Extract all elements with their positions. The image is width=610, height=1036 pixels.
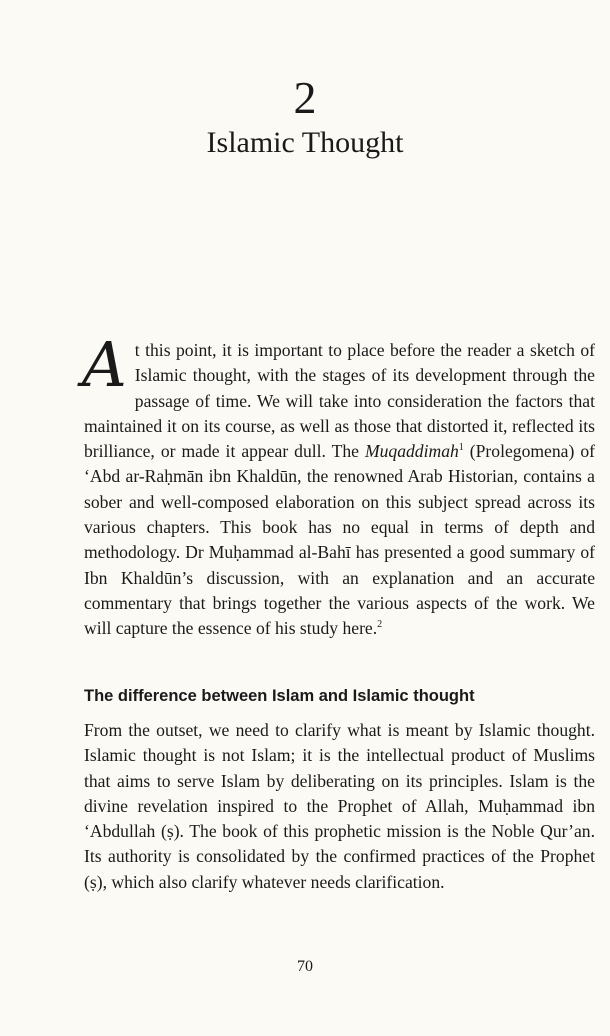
paragraph-text-part-b: (Prolegomena) of ‘Abd ar-Raḥmān ibn Khaldūn, the renowned Arab Historian, contains a sober and well-composed elaboration on this subject spread across its various chapters. This book has no equal in terms of depth and methodology. Dr Muḥammad al-Bahī has presented a good summary of Ibn Khaldūn’s discussion, with an explanation and an accurate commentary that brings together the various aspects of the work. We will capture the essence of his study here. xyxy=(84,441,595,639)
footnote-ref-1[interactable]: 1 xyxy=(458,442,464,454)
page-number: 70 xyxy=(297,958,313,975)
paragraph-text-part-a: t this point, it is important to place before the reader a sketch of Islamic thought, with the stages of its development through the passage of time. We will take into consideration the factors that maintained it on its course, as well as those that distorted it, reflected its brilliance, or made it appear dull. The xyxy=(84,340,595,462)
footnote-ref-2[interactable]: 2 xyxy=(377,619,383,631)
second-paragraph xyxy=(84,718,595,895)
opening-paragraph xyxy=(82,328,595,642)
section-heading: The difference between Islam and Islamic thought xyxy=(84,687,475,705)
chapter-number: 2 xyxy=(293,72,317,123)
chapter-title: Islamic Thought xyxy=(206,126,404,159)
drop-cap: A xyxy=(82,328,127,401)
second-paragraph-text: From the outset, we need to clarify what is meant by Islamic thought. Islamic thought is not Islam; it is the intellectual product of Muslims that aims to serve Islam by deliberating on its principles. Islam is the divine revelation inspired to the Prophet of Allah, Muḥammad ibn ‘Abdullah (ṣ). The book of this prophetic mission is the Noble Qur’an. Its authority is consolidated by the confirmed practices of the Prophet (ṣ), which also clarify whatever needs clarification. xyxy=(84,720,595,892)
book-title: Muqaddimah xyxy=(364,441,459,462)
